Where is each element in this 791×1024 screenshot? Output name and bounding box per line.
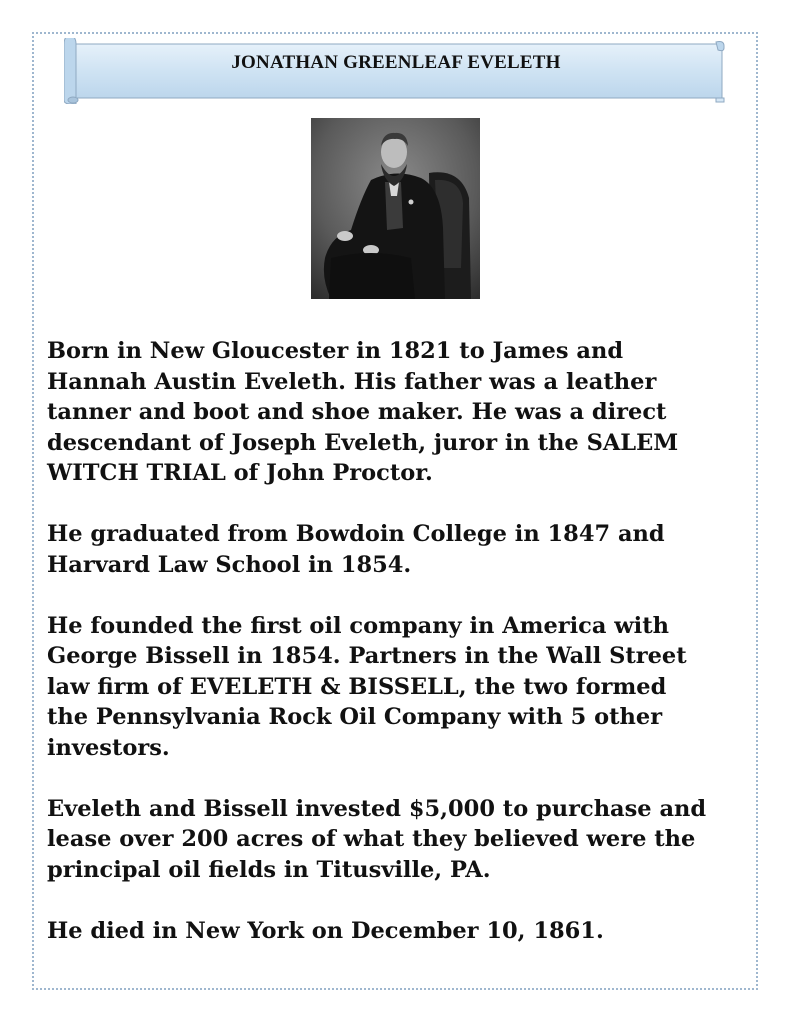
paragraph-investment: Eveleth and Bissell invested $5,000 to purchase and lease over 200 acres of what they believed were the principal oil fields in Titusville, PA. [47, 795, 707, 883]
title-banner [64, 38, 728, 104]
portrait-photo-icon [311, 118, 480, 299]
biography-text [47, 336, 747, 977]
paragraph-death: He died in New York on December 10, 1861. [47, 917, 604, 944]
paragraph-birth: Born in New Gloucester in 1821 to James and Hannah Austin Eveleth. His father was a leather tanner and boot and shoe maker. He was a direct descendant of Joseph Eveleth, juror in the SALEM WITCH TRIAL of John Proctor. [47, 338, 679, 486]
page-title: JONATHAN GREENLEAF EVELETH [231, 52, 561, 73]
paragraph-oil-company: He founded the first oil company in America with George Bissell in 1854. Partners in the Wall Street law firm of EVELETH & BISSELL, the two formed the Pennsylvania Rock Oil Company with 5 other investors. [47, 612, 687, 761]
portrait-photo [311, 118, 480, 299]
paragraph-education: He graduated from Bowdoin College in 1847 and Harvard Law School in 1854. [47, 521, 665, 578]
